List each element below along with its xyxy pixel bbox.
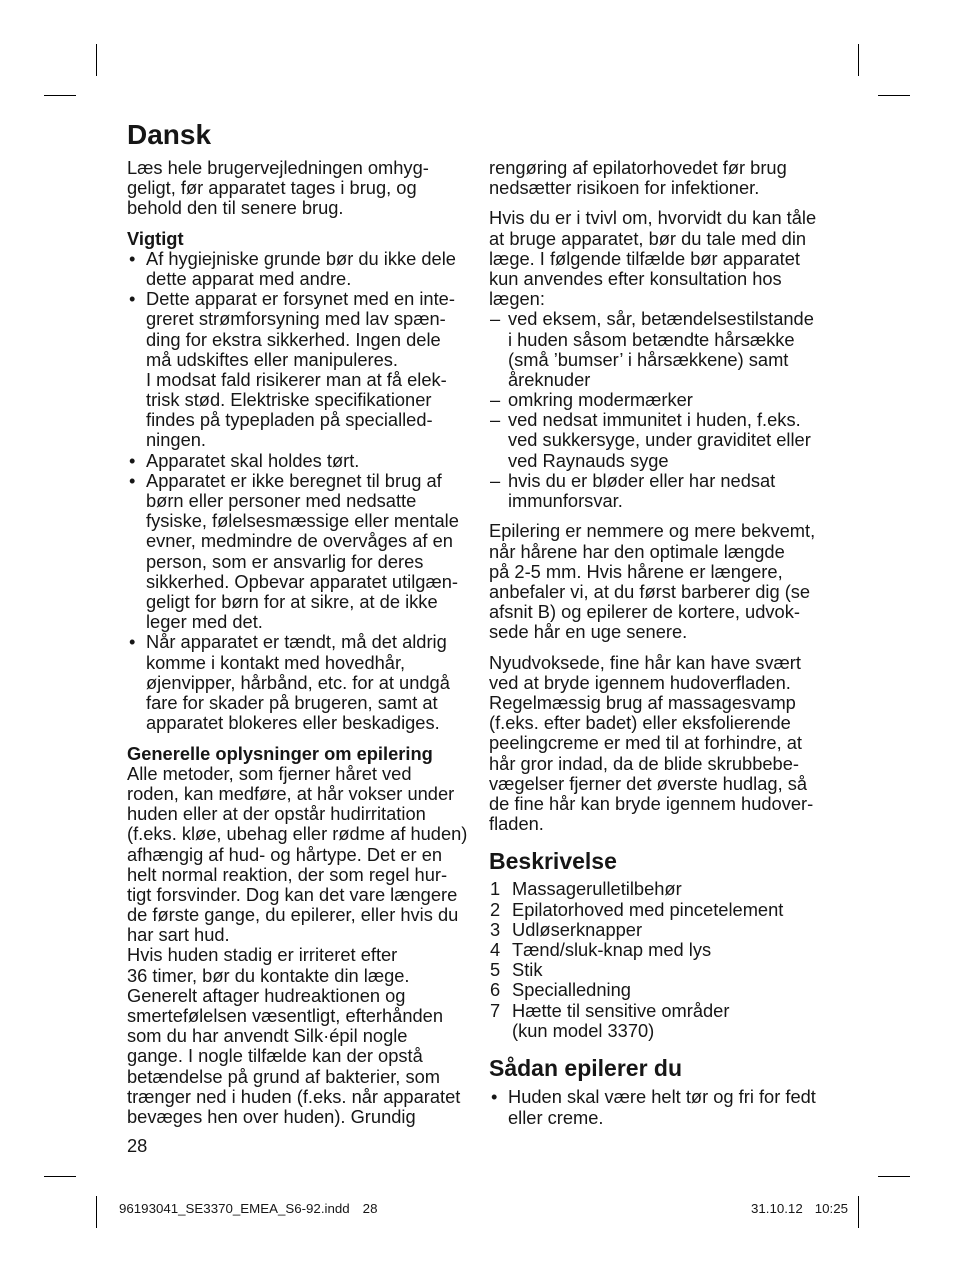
item-text-line: evner, medmindre de overvåges af en	[146, 530, 453, 552]
text-line: som du har anvendt Silk·épil nogle	[127, 1025, 408, 1047]
hair-length-paragraph	[489, 521, 815, 642]
item-text-line: (kun model 3370)	[512, 1019, 655, 1041]
text-line: de første gange, du epilerer, eller hvis du	[127, 904, 459, 926]
text-line: de fine hår kan bryde igennem hudover-	[489, 792, 814, 814]
footer-filename: 96193041_SE3370_EMEA_S6-92.indd	[119, 1201, 350, 1216]
item-number: 2	[490, 898, 501, 920]
bullet-marker: •	[491, 1086, 498, 1108]
text-line: peelingcreme er med til at forhindre, at	[489, 732, 802, 754]
item-number: 7	[490, 999, 501, 1021]
item-text-line: omkring modermærker	[508, 389, 693, 411]
list-item	[489, 980, 783, 1000]
list-item	[489, 410, 816, 471]
dash-marker: –	[490, 389, 501, 411]
list-item	[489, 879, 783, 899]
text-line: (f.eks. kløe, ubehag eller rødme af huden)	[127, 823, 468, 845]
item-number: 6	[490, 979, 501, 1001]
crop-mark	[44, 95, 76, 96]
item-text-line: børn eller personer med nedsatte	[146, 490, 417, 512]
list-item	[489, 940, 783, 960]
item-text-line: øjenvipper, hårbånd, etc. for at undgå	[146, 671, 450, 693]
text-line: huden eller at der opstår hudirritation	[127, 803, 426, 825]
text-line: rengøring af epilatorhovedet før brug	[489, 157, 787, 178]
crop-mark	[858, 1196, 859, 1228]
footer-timestamp	[751, 1201, 848, 1217]
text-line: at bruge apparatet, bør du tale med din	[489, 227, 807, 249]
text-line: anbefaler vi, at du først barberer dig (se	[489, 580, 811, 602]
dash-marker: –	[490, 409, 501, 431]
bullet-marker: •	[129, 631, 136, 653]
item-text-line: findes på typepladen på specialled-	[146, 409, 433, 431]
list-item	[127, 471, 459, 633]
bullet-marker: •	[129, 449, 136, 471]
item-text-line: eller creme.	[508, 1106, 604, 1128]
item-text-line: trisk stød. Elektriske specifikationer	[146, 389, 432, 411]
footer-page: 28	[362, 1201, 378, 1216]
list-item	[489, 900, 783, 920]
consult-doctor-text	[489, 208, 816, 309]
item-text-line: fare for skader på brugeren, samt at	[146, 691, 438, 713]
crop-mark	[96, 44, 97, 76]
text-line: sede hår en uge senere.	[489, 621, 688, 643]
important-heading: Vigtigt	[127, 227, 184, 249]
bullet-marker: •	[129, 469, 136, 491]
item-text-line: hvis du er bløder eller har nedsat	[508, 469, 776, 491]
crop-mark	[858, 44, 859, 76]
item-text-line: åreknuder	[508, 368, 591, 390]
list-item	[489, 309, 816, 390]
crop-mark	[878, 1176, 910, 1177]
item-number: 5	[490, 959, 501, 981]
text-line: tigt forsvinder. Dog kan det vare længere	[127, 883, 458, 905]
general-info-heading: Generelle oplysninger om epilering	[127, 742, 433, 764]
text-line: 36 timer, bør du kontakte din læge.	[127, 964, 410, 986]
dash-marker: –	[490, 469, 501, 491]
item-text-line: må udskiftes eller manipuleres.	[146, 348, 398, 370]
text-line: fladen.	[489, 813, 544, 835]
page-number: 28	[127, 1135, 148, 1156]
list-item	[489, 960, 783, 980]
text-line: Regelmæssig brug af massagesvamp	[489, 691, 796, 713]
item-number: 4	[490, 938, 501, 960]
text-line: gange. I nogle tilfælde kan der opstå	[127, 1045, 423, 1067]
how-to-epilate-bullet-list	[489, 1087, 816, 1127]
text-line: Epilering er nemmere og mere bekvemt,	[489, 520, 816, 542]
item-text-line: Massagerulletilbehør	[512, 878, 682, 900]
page-title: Dansk	[127, 119, 212, 150]
item-text-line: dette apparat med andre.	[146, 267, 352, 289]
item-text-line: ved eksem, sår, betændelsestilstande	[508, 308, 814, 330]
continued-paragraph	[489, 158, 787, 198]
description-numbered-list	[489, 879, 783, 1041]
consult-doctor-section	[489, 208, 816, 511]
item-text-line: Apparatet er ikke beregnet til brug af	[146, 469, 442, 491]
item-text-line: Huden skal være helt tør og fri for fedt	[508, 1086, 816, 1108]
footer-time: 10:25	[814, 1201, 848, 1216]
bullet-marker: •	[129, 288, 136, 310]
item-text-line: apparatet blokeres eller beskadiges.	[146, 712, 440, 734]
consult-doctor-dash-list	[489, 309, 816, 511]
text-line: afsnit B) og epilerer de kortere, udvok-	[489, 601, 800, 623]
item-number: 1	[490, 878, 501, 900]
text-line: ved at bryde igennem hudoverfladen.	[489, 671, 791, 693]
important-bullet-list	[127, 249, 459, 734]
text-line: kun anvendes efter konsultation hos	[489, 267, 782, 289]
general-info-text	[127, 764, 467, 1127]
text-line: Alle metoder, som fjerner håret ved	[127, 762, 412, 784]
item-text-line: Dette apparat er forsynet med en inte-	[146, 288, 455, 310]
list-item	[127, 249, 459, 289]
item-number: 3	[490, 918, 501, 940]
item-text-line: Udløserknapper	[512, 918, 643, 940]
bullet-marker: •	[129, 247, 136, 269]
intro-paragraph	[127, 158, 429, 219]
item-text-line: sikkerhed. Opbevar apparatet utilgæn-	[146, 570, 458, 592]
text-line: har sart hud.	[127, 924, 230, 946]
text-line: Hvis huden stadig er irriteret efter	[127, 944, 398, 966]
item-text-line: I modsat fald risikerer man at få elek-	[146, 368, 447, 390]
text-line: lægen:	[489, 288, 545, 310]
text-line: Læs hele brugervejledningen omhyg-	[127, 157, 429, 178]
item-text-line: fysiske, følelsesmæssige eller mentale	[146, 510, 459, 532]
item-text-line: ved nedsat immunitet i huden, f.eks.	[508, 409, 801, 431]
item-text-line: Tænd/sluk-knap med lys	[512, 938, 712, 960]
list-item	[489, 390, 816, 410]
item-text-line: Hætte til sensitive områder	[512, 999, 730, 1021]
text-line: smertefølelsen væsentligt, efterhånden	[127, 1005, 444, 1027]
text-line: geligt, før apparatet tages i brug, og	[127, 177, 417, 199]
text-line: nedsætter risikoen for infektioner.	[489, 177, 760, 199]
text-line: Nyudvoksede, fine hår kan have svært	[489, 651, 801, 673]
item-text-line: komme i kontakt med hovedhår,	[146, 651, 406, 673]
item-text-line: ding for ekstra sikkerhed. Ingen dele	[146, 328, 441, 350]
item-text-line: Af hygiejniske grunde bør du ikke dele	[146, 247, 456, 269]
crop-mark	[44, 1176, 76, 1177]
list-item	[489, 920, 783, 940]
footer-date: 31.10.12	[750, 1201, 803, 1216]
text-line: (f.eks. efter badet) eller eksfolierende	[489, 712, 791, 734]
item-text-line: ved Raynauds syge	[508, 449, 669, 471]
text-line: trænger ned i huden (f.eks. når apparatet	[127, 1085, 461, 1107]
list-item	[127, 451, 459, 471]
crop-mark	[878, 95, 910, 96]
text-line: afhængig af hud- og hårtype. Det er en	[127, 843, 443, 865]
item-text-line: Epilatorhoved med pincetelement	[512, 898, 784, 920]
text-line: vægelser fjerner det øverste hudlag, så	[489, 772, 808, 794]
ingrown-hair-paragraph	[489, 653, 813, 835]
text-line: når hårene har den optimale længde	[489, 540, 785, 562]
crop-mark	[96, 1196, 97, 1228]
list-item	[489, 1001, 783, 1041]
list-item	[127, 632, 459, 733]
item-text-line: Stik	[512, 959, 543, 981]
dash-marker: –	[490, 308, 501, 330]
text-line: roden, kan medføre, at hår vokser under	[127, 782, 455, 804]
list-item	[489, 471, 816, 511]
general-info-section	[127, 744, 467, 1128]
text-line: helt normal reaktion, der som regel hur-	[127, 863, 448, 885]
list-item	[489, 1087, 816, 1127]
footer-file-info	[119, 1201, 377, 1217]
list-item	[127, 289, 459, 451]
text-line: behold den til senere brug.	[127, 197, 344, 219]
item-text-line: Når apparatet er tændt, må det aldrig	[146, 631, 447, 653]
text-line: bevæges hen over huden). Grundig	[127, 1105, 416, 1127]
description-heading: Beskrivelse	[489, 848, 617, 874]
text-line: på 2-5 mm. Hvis hårene er længere,	[489, 560, 783, 582]
text-line: betændelse på grund af bakterier, som	[127, 1065, 441, 1087]
item-text-line: (små ’bumser’ i hårsækkene) samt	[508, 348, 789, 370]
item-text-line: geligt for børn for at sikre, at de ikke	[146, 590, 438, 612]
item-text-line: immunforsvar.	[508, 490, 623, 512]
item-text-line: leger med det.	[146, 611, 263, 633]
item-text-line: Specialledning	[512, 979, 631, 1001]
item-text-line: Apparatet skal holdes tørt.	[146, 449, 360, 471]
item-text-line: person, som er ansvarlig for deres	[146, 550, 424, 572]
text-line: Generelt aftager hudreaktionen og	[127, 984, 406, 1006]
how-to-epilate-heading: Sådan epilerer du	[489, 1055, 683, 1081]
item-text-line: ved sukkersyge, under graviditet eller	[508, 429, 811, 451]
text-line: hår gror indad, da de blide skrubbebe-	[489, 752, 799, 774]
important-section	[127, 229, 459, 734]
text-line: Hvis du er i tvivl om, hvorvidt du kan tåle	[489, 207, 817, 229]
item-text-line: i huden såsom betændte hårsække	[508, 328, 795, 350]
item-text-line: greret strømforsyning med lav spæn-	[146, 308, 446, 330]
text-line: læge. I følgende tilfælde bør apparatet	[489, 247, 800, 269]
item-text-line: ningen.	[146, 429, 206, 451]
